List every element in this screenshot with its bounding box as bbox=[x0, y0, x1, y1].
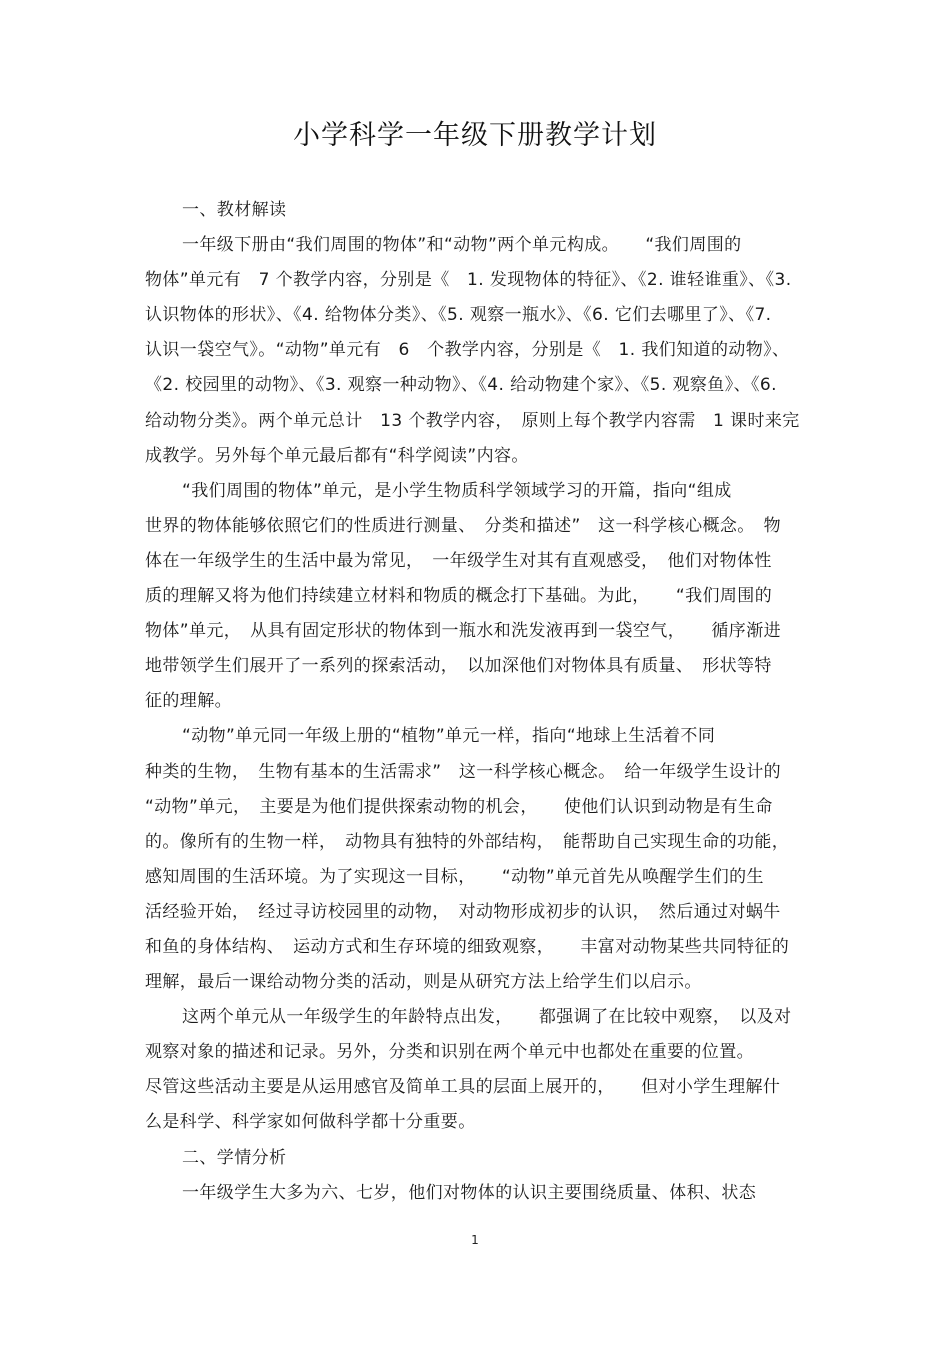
text-line: 质的理解又将为他们持续建立材料和物质的概念打下基础。为此， “我们周围的 bbox=[145, 586, 773, 607]
text-line: 和鱼的身体结构、 运动方式和生存环境的细致观察， 丰富对动物某些共同特征的 bbox=[145, 936, 790, 957]
text-line: “我们周围的物体”单元，是小学生物质科学领域学习的开篇，指向“组成 bbox=[182, 480, 732, 501]
text-line: 的。像所有的生物一样， 动物具有独特的外部结构， 能帮助自己实现生命的功能， bbox=[145, 831, 790, 852]
text-line: 认识物体的形状》、《4. 给物体分类》、《5. 观察一瓶水》、《6. 它们去哪里了》、《7. bbox=[145, 305, 772, 326]
text-line: 一、教材解读 bbox=[182, 200, 287, 220]
text-line: 尽管这些活动主要是从运用感官及简单工具的层面上展开的， 但对小学生理解什 bbox=[145, 1077, 781, 1098]
text-line: 物体”单元， 从具有固定形状的物体到一瓶水和洗发液再到一袋空气， 循序渐进 bbox=[145, 621, 782, 642]
text-line: 一年级下册由“我们周围的物体”和“动物”两个单元构成。 “我们周围的 bbox=[182, 235, 742, 256]
text-line: 二、学情分析 bbox=[182, 1147, 287, 1168]
text-line: “动物”单元同一年级上册的“植物”单元一样，指向“地球上生活着不同 bbox=[182, 726, 716, 747]
text-line: 认识一袋空气》。“动物”单元有 6 个教学内容，分别是《 1. 我们知道的动物》、 bbox=[145, 340, 790, 361]
page-number: 1 bbox=[471, 1233, 479, 1247]
text-line: 种类的生物， 生物有基本的生活需求” 这一科学核心概念。 给一年级学生设计的 bbox=[145, 761, 782, 782]
document-title: 小学科学一年级下册教学计划 bbox=[293, 120, 657, 151]
text-line: 给动物分类》。两个单元总计 13 个教学内容， 原则上每个教学内容需 1 课时来完 bbox=[145, 410, 800, 431]
text-line: 征的理解。 bbox=[145, 691, 232, 712]
text-line: 地带领学生们展开了一系列的探索活动， 以加深他们对物体具有质量、 形状等特 bbox=[145, 656, 772, 677]
text-line: 《2. 校园里的动物》、《3. 观察一种动物》、《4. 给动物建个家》、《5. 观察鱼》、《6. bbox=[145, 375, 777, 396]
text-line: 观察对象的描述和记录。另外，分类和识别在两个单元中也都处在重要的位置。 bbox=[145, 1042, 754, 1063]
text-line: 世界的物体能够依照它们的性质进行测量、 分类和描述” 这一科学核心概念。 物 bbox=[145, 515, 782, 536]
text-line: 活经验开始， 经过寻访校园里的动物， 对动物形成初步的认识， 然后通过对蜗牛 bbox=[145, 901, 781, 922]
text-line: 成教学。另外每个单元最后都有“科学阅读”内容。 bbox=[145, 445, 529, 466]
document-body bbox=[145, 193, 805, 1211]
text-line: 一年级学生大多为六、七岁，他们对物体的认识主要围绕质量、体积、状态 bbox=[182, 1182, 757, 1203]
text-line: 物体”单元有 7 个教学内容，分别是《 1. 发现物体的特征》、《2. 谁轻谁重》、《3. bbox=[145, 270, 792, 291]
text-line: 感知周围的生活环境。为了实现这一目标， “动物”单元首先从唤醒学生们的生 bbox=[145, 866, 764, 887]
text-line: 体在一年级学生的生活中最为常见， 一年级学生对其有直观感受， 他们对物体性 bbox=[145, 550, 772, 571]
text-line: 理解，最后一课给动物分类的活动，则是从研究方法上给学生们以启示。 bbox=[145, 972, 702, 993]
text-line: “动物”单元， 主要是为他们提供探索动物的机会， 使他们认识到动物是有生命 bbox=[145, 796, 773, 817]
text-line: 这两个单元从一年级学生的年龄特点出发， 都强调了在比较中观察， 以及对 bbox=[182, 1007, 792, 1028]
text-line: 么是科学、科学家如何做科学都十分重要。 bbox=[145, 1112, 476, 1133]
